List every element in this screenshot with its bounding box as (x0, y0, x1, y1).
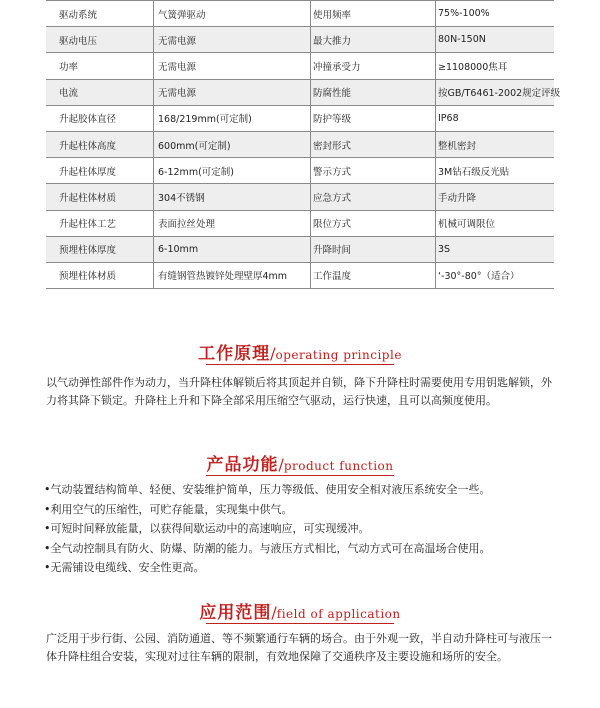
spec-row (46, 105, 554, 131)
spec-row (46, 236, 554, 262)
spec-label: 冲撞承受力 (311, 53, 436, 79)
spec-label: 电流 (46, 79, 154, 105)
spec-value: 600mm(可定制) (154, 131, 311, 157)
spec-value: 手动升降 (436, 184, 555, 210)
spec-row (46, 1, 554, 27)
function-title-zh: 产品功能 (206, 455, 279, 475)
application-title-underline (206, 623, 394, 624)
application-title-en: field of application (276, 607, 401, 621)
spec-value: 无需电源 (154, 27, 311, 53)
spec-value: ≥1108000焦耳 (436, 53, 555, 79)
spec-label: 驱动电压 (46, 27, 154, 53)
spec-label: 预埋柱体材质 (46, 262, 154, 288)
spec-value: 表面拉丝处理 (154, 210, 311, 236)
spec-row (46, 79, 554, 105)
spec-row (46, 184, 554, 210)
spec-value: 机械可调限位 (436, 210, 555, 236)
spec-value: 6-10mm (154, 236, 311, 262)
spec-value: 3M钻石级反光贴 (436, 158, 555, 184)
spec-label: 应急方式 (311, 184, 436, 210)
spec-label: 驱动系统 (46, 1, 154, 27)
function-item: •气动装置结构简单、轻便、安装维护简单，压力等级低、使用安全相对液压系统安全一些。 (44, 483, 491, 496)
operating-title-zh: 工作原理 (198, 344, 271, 364)
spec-row (46, 53, 554, 79)
spec-value: IP68 (436, 105, 555, 131)
spec-value: 75%-100% (436, 1, 555, 27)
spec-label: 升降时间 (311, 236, 436, 262)
application-text: 广泛用于步行街、公园、消防通道、等不频繁通行车辆的场合。由于外观一致，半自动升降柱可与液压一体升降柱组合安装，实现对过往车辆的限制，有效地保障了交通秩序及主要设施和场所的安全。 (46, 632, 552, 663)
spec-label: 使用频率 (311, 1, 436, 27)
spec-label: 限位方式 (311, 210, 436, 236)
spec-value: 304不锈钢 (154, 184, 311, 210)
spec-label: 防护等级 (311, 105, 436, 131)
application-title-zh: 应用范围 (199, 603, 272, 623)
spec-table (46, 0, 561, 289)
spec-label: 升起柱体材质 (46, 184, 154, 210)
spec-label: 预埋柱体厚度 (46, 236, 154, 262)
spec-table-body (46, 1, 561, 289)
function-title-underline (206, 475, 394, 476)
spec-label: 防腐性能 (311, 79, 436, 105)
spec-label: 工作温度 (311, 262, 436, 288)
spec-value: 3S (436, 236, 555, 262)
product-function-list (44, 480, 556, 578)
function-item: •利用空气的压缩性，可贮存能量，实现集中供气。 (44, 502, 293, 516)
spec-value: 气簧弹驱动 (154, 1, 311, 27)
spec-label: 升起柱体工艺 (46, 210, 154, 236)
spec-label: 升起胶体直径 (46, 105, 154, 131)
spec-label: 最大推力 (311, 27, 436, 53)
spec-value: 按GB/T6461-2002规定评级 (436, 79, 555, 105)
spec-value: 整机密封 (436, 131, 555, 157)
spec-label: 升起柱体厚度 (46, 158, 154, 184)
function-item: •无需铺设电缆线、安全性更高。 (44, 561, 205, 574)
spec-value: 168/219mm(可定制) (154, 105, 311, 131)
spec-row (46, 210, 554, 236)
function-item: •全气动控制具有防火、防爆、防潮的能力。与液压方式相比，气动方式可在高温场合使用。 (44, 541, 491, 555)
application-title-slash: / (271, 603, 277, 622)
product-function-title (0, 450, 600, 475)
spec-value: 80N-150N (436, 27, 555, 53)
spec-label: 升起柱体高度 (46, 131, 154, 157)
spec-row (46, 131, 554, 157)
spec-row (46, 262, 554, 288)
function-item: •可短时间释放能量，以获得间歇运动中的高速响应，可实现缓冲。 (44, 522, 370, 535)
operating-title-underline (206, 364, 394, 365)
operating-principle-text: 以气动弹性部件作为动力，当升降柱体解锁后将其顶起并自锁，降下升降柱时需要使用专用钥匙解锁，外力将其降下锁定。升降柱上升和下降全部采用压缩空气驱动，运行快速，且可以高频度使用。 (46, 376, 552, 407)
function-title-slash: / (278, 455, 284, 474)
spec-value: 6-12mm(可定制) (154, 158, 311, 184)
spec-value: 无需电源 (154, 53, 311, 79)
spec-value: ‘-30°-80°（适合） (436, 262, 555, 288)
operating-title-slash: / (270, 344, 276, 363)
operating-title-en: operating principle (275, 348, 402, 362)
operating-principle-title (0, 339, 600, 364)
spec-row (46, 158, 554, 184)
spec-label: 警示方式 (311, 158, 436, 184)
spec-row (46, 27, 554, 53)
application-title (0, 598, 600, 623)
spec-label: 密封形式 (311, 131, 436, 157)
spec-value: 有缝钢管热镀锌处理壁厚4mm (154, 262, 311, 288)
function-title-en: product function (283, 459, 394, 473)
spec-label: 功率 (46, 53, 154, 79)
spec-value: 无需电源 (154, 79, 311, 105)
